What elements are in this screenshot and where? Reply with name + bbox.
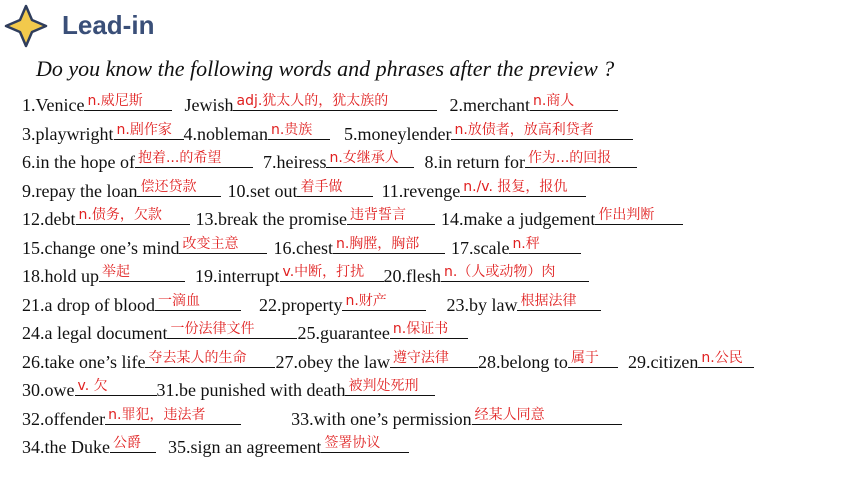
vocab-prompt: 4.nobleman xyxy=(183,124,268,144)
answer-blank xyxy=(451,122,633,140)
answer-blank xyxy=(530,93,618,111)
answer-blank xyxy=(268,122,330,140)
vocab-prompt: 18.hold up xyxy=(22,266,100,286)
vocab-row xyxy=(22,122,633,145)
vocab-row xyxy=(22,179,586,202)
answer-text: n.财产 xyxy=(345,293,387,309)
answer-blank xyxy=(75,378,157,396)
vocab-prompt: 34.the Duke xyxy=(22,437,110,457)
vocab-row xyxy=(22,435,409,458)
vocab-prompt: 14.make a judgement xyxy=(440,209,596,229)
vocab-prompt: Jewish xyxy=(184,95,234,115)
answer-blank xyxy=(135,150,253,168)
answer-text: n.（人或动物）肉 xyxy=(444,264,556,280)
answer-text: n.剧作家 xyxy=(116,122,172,138)
vocab-prompt: 24.a legal document xyxy=(22,323,168,343)
vocab-prompt: 26.take one’s life xyxy=(22,352,146,372)
vocab-prompt: 32.offender xyxy=(22,409,106,429)
answer-blank xyxy=(137,179,221,197)
answer-text: 改变主意 xyxy=(182,236,239,252)
answer-blank xyxy=(233,93,437,111)
answer-blank xyxy=(155,293,241,311)
vocab-prompt: 20.flesh xyxy=(383,266,441,286)
answer-text: 夺去某人的生命 xyxy=(148,350,247,366)
answer-text: n.债务，欠款 xyxy=(78,207,162,223)
answer-blank xyxy=(99,264,185,282)
answer-text: 违背誓言 xyxy=(349,207,406,223)
answer-text: 被判处死刑 xyxy=(348,378,419,394)
answer-text: n.公民 xyxy=(701,350,743,366)
answer-blank xyxy=(441,264,589,282)
vocab-prompt: 19.interrupt xyxy=(195,266,280,286)
answer-text: 作为...的回报 xyxy=(527,150,612,166)
answer-blank xyxy=(342,293,426,311)
answer-text: 偿还贷款 xyxy=(140,179,197,195)
vocab-prompt: 30.owe xyxy=(22,380,75,400)
vocab-prompt: 2.merchant xyxy=(449,95,530,115)
answer-blank xyxy=(105,407,241,425)
vocab-prompt: 27.obey the law xyxy=(275,352,390,372)
vocab-prompt: 35.sign an agreement xyxy=(167,437,322,457)
answer-text: 公爵 xyxy=(112,435,141,451)
vocab-prompt: 17.scale xyxy=(450,238,510,258)
answer-blank xyxy=(390,350,478,368)
vocab-prompt: 25.guarantee xyxy=(297,323,390,343)
answer-blank xyxy=(179,236,267,254)
answer-blank xyxy=(167,321,297,339)
vocab-prompt: 16.chest xyxy=(273,238,333,258)
answer-text: 遵守法律 xyxy=(392,350,449,366)
answer-blank xyxy=(345,378,435,396)
answer-blank xyxy=(698,350,754,368)
vocab-prompt: 31.be punished with death xyxy=(156,380,346,400)
vocab-row xyxy=(22,407,622,430)
answer-blank xyxy=(525,150,637,168)
vocab-row xyxy=(22,378,435,401)
vocab-prompt: 23.by law xyxy=(446,295,518,315)
answer-text: n.保证书 xyxy=(392,321,449,337)
answer-text: n.秤 xyxy=(512,236,540,252)
vocab-prompt: 9.repay the loan xyxy=(22,181,138,201)
answer-text: 根据法律 xyxy=(520,293,577,309)
vocab-prompt: 13.break the promise xyxy=(195,209,347,229)
answer-text: n.贵族 xyxy=(270,122,313,138)
vocab-prompt: 28.belong to xyxy=(477,352,568,372)
answer-text: 抱着...的希望 xyxy=(137,150,222,166)
vocab-prompt: 15.change one’s mind xyxy=(22,238,180,258)
answer-blank xyxy=(347,207,435,225)
answer-text: v. 欠 xyxy=(77,378,108,394)
answer-blank xyxy=(460,179,586,197)
star-icon xyxy=(4,4,48,48)
question-text: Do you know the following words and phrases after the preview ? xyxy=(36,56,615,81)
answer-blank xyxy=(568,350,618,368)
answer-blank xyxy=(114,122,184,140)
answer-text: v.中断，打扰 xyxy=(282,264,365,280)
answer-text: n.胸膛，胸部 xyxy=(335,236,420,252)
vocab-row xyxy=(22,350,754,373)
vocab-prompt: 8.in return for xyxy=(424,152,525,172)
answer-text: 一份法律文件 xyxy=(170,321,255,337)
answer-blank xyxy=(517,293,601,311)
answer-text: 着手做 xyxy=(300,179,343,195)
page-title: Lead-in xyxy=(62,10,155,40)
vocab-prompt: 11.revenge xyxy=(381,181,461,201)
answer-blank xyxy=(595,207,683,225)
vocab-prompt: 33.with one’s permission xyxy=(291,409,472,429)
answer-blank xyxy=(326,150,414,168)
answer-text: 属于 xyxy=(570,350,599,366)
vocab-prompt: 21.a drop of blood xyxy=(22,295,155,315)
answer-text: n.罪犯，违法者 xyxy=(108,407,206,423)
vocab-row xyxy=(22,236,581,259)
vocab-prompt: 10.set out xyxy=(227,181,298,201)
vocab-prompt: 6.in the hope of xyxy=(22,152,135,172)
answer-text: n.放债者，放高利贷者 xyxy=(454,122,594,138)
answer-blank xyxy=(390,321,468,339)
vocab-row xyxy=(22,264,589,287)
answer-text: n./v. 报复，报仇 xyxy=(463,179,568,195)
answer-text: n.女继承人 xyxy=(329,150,399,166)
vocab-prompt: 29.citizen xyxy=(627,352,699,372)
vocab-row xyxy=(22,93,618,116)
vocab-prompt: 7.heiress xyxy=(262,152,327,172)
answer-text: 作出判断 xyxy=(598,207,655,223)
vocab-row xyxy=(22,150,637,173)
answer-text: n.威尼斯 xyxy=(87,93,143,109)
vocab-prompt: 5.moneylender xyxy=(343,124,452,144)
vocab-prompt: 22.property xyxy=(258,295,343,315)
answer-text: 举起 xyxy=(102,264,131,280)
vocab-prompt: 3.playwright xyxy=(22,124,114,144)
answer-blank xyxy=(280,264,384,282)
answer-text: 一滴血 xyxy=(157,293,200,309)
answer-blank xyxy=(333,236,445,254)
answer-blank xyxy=(145,350,275,368)
vocab-row xyxy=(22,293,601,316)
answer-text: 经某人同意 xyxy=(474,407,545,423)
answer-blank xyxy=(76,207,190,225)
vocab-row xyxy=(22,321,468,344)
answer-blank xyxy=(110,435,156,453)
answer-text: adj.犹太人的，犹太族的 xyxy=(236,93,389,109)
vocab-prompt: 12.debt xyxy=(22,209,76,229)
vocab-prompt: 1.Venice xyxy=(22,95,85,115)
answer-text: n.商人 xyxy=(532,93,575,109)
answer-blank xyxy=(321,435,409,453)
answer-text: 签署协议 xyxy=(324,435,381,451)
vocab-row xyxy=(22,207,683,230)
answer-blank xyxy=(509,236,581,254)
answer-blank xyxy=(472,407,622,425)
answer-blank xyxy=(84,93,172,111)
answer-blank xyxy=(297,179,373,197)
